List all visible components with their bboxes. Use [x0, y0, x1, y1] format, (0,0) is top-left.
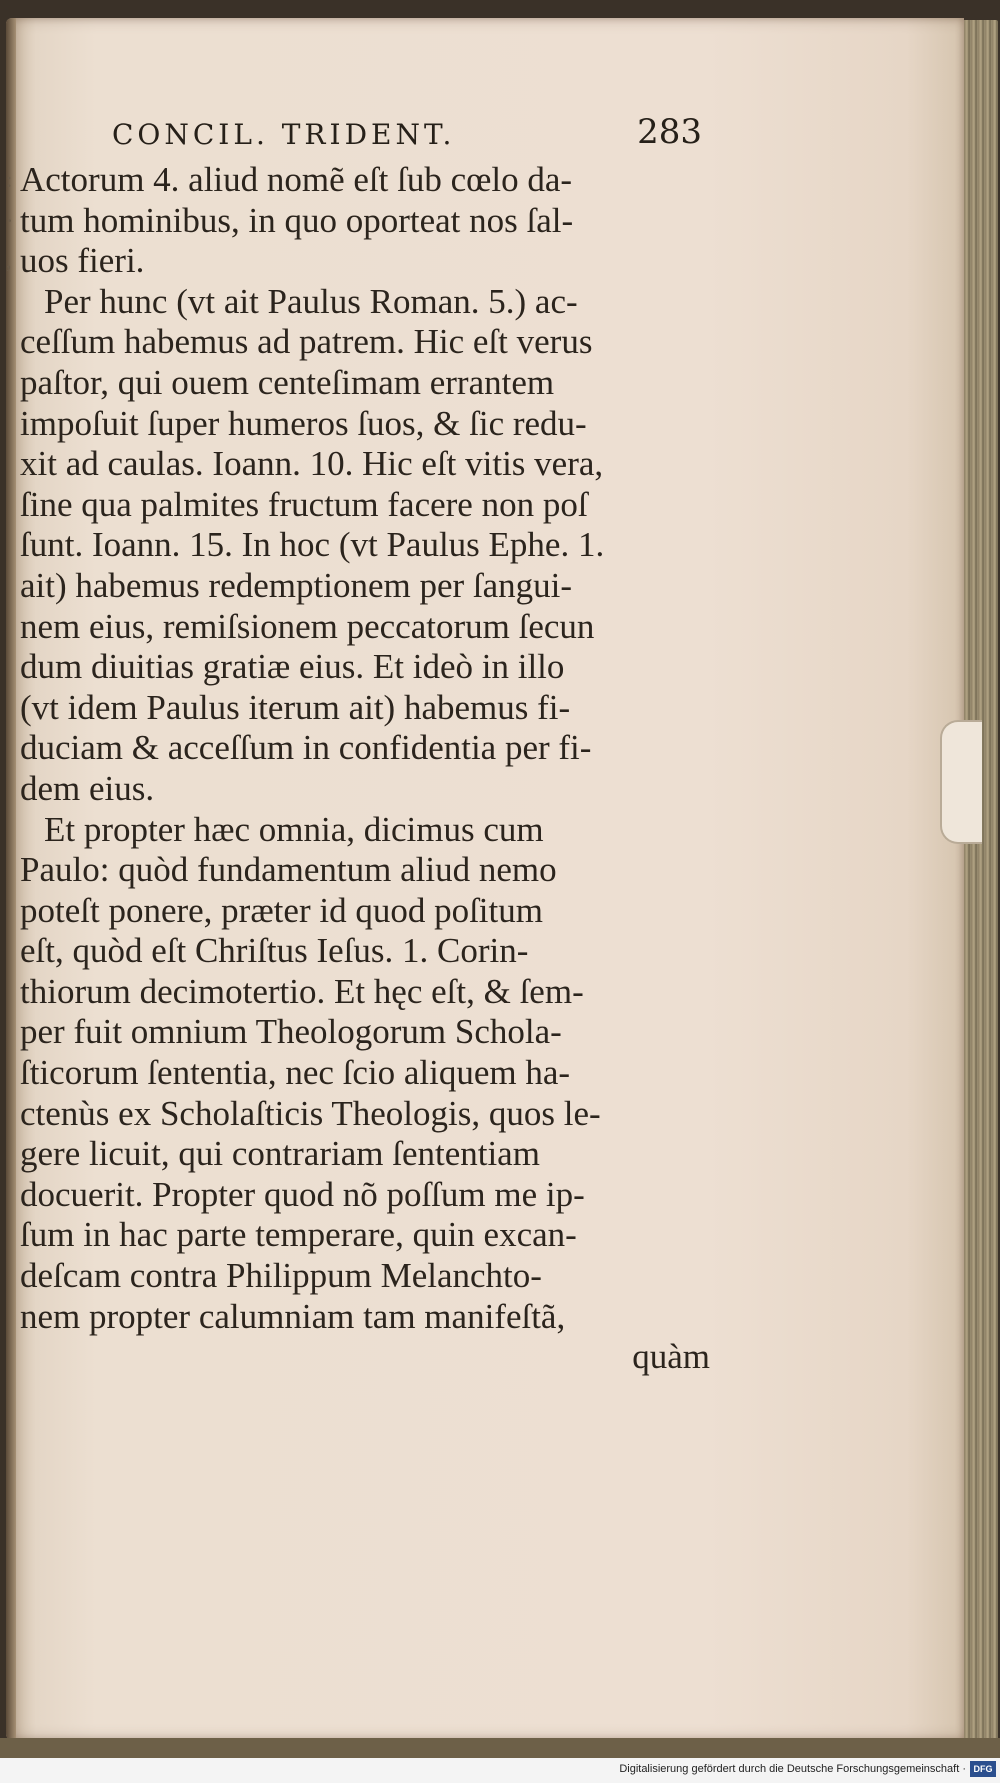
text-line: thiorum decimotertio. Et hęc eſt, & ſem- [20, 971, 584, 1011]
funding-credit: Digitalisierung gefördert durch die Deutsche Forschungsgemeinschaft · [619, 1763, 966, 1775]
running-title: CONCIL. TRIDENT. [112, 118, 456, 151]
gutter-mark: · [6, 207, 14, 233]
dfg-logo: DFG [970, 1761, 996, 1777]
text-line: docuerit. Propter quod nõ poſſum me ip- [20, 1174, 585, 1214]
page-tab-marker [940, 720, 982, 844]
text-line: xit ad caulas. Ioann. 10. Hic eſt vitis vera, [20, 444, 604, 484]
text-line: duciam & acceſſum in confidentia per fi- [20, 728, 592, 768]
text-line: tum hominibus, in quo oporteat nos ſal- [20, 200, 574, 240]
text-line: nem eius, remiſsionem peccatorum ſecun [20, 606, 595, 646]
text-line: uos fieri. [20, 241, 145, 281]
text-line: (vt idem Paulus iterum ait) habemus fi- [20, 687, 571, 727]
text-line: Actorum 4. aliud nomẽ eſt ſub cœlo da- [20, 160, 573, 199]
gutter-mark: , [6, 248, 12, 274]
text-line: ſum in hac parte temperare, quin excan- [20, 1215, 577, 1255]
text-line: gere licuit, qui contrariam ſententiam [20, 1134, 540, 1174]
text-line: paſtor, qui ouem centeſimam errantem [20, 362, 555, 402]
running-head [112, 112, 702, 154]
text-line: Per hunc (vt ait Paulus Roman. 5.) ac- [44, 281, 578, 321]
body-text [20, 160, 710, 1378]
text-line: poteſt ponere, præter id quod poſitum [20, 890, 543, 930]
text-line: dem eius. [20, 768, 155, 808]
text-line: ait) habemus redemptionem per ſangui- [20, 565, 573, 605]
text-line: ctenùs ex Scholaſticis Theologis, quos le- [20, 1093, 601, 1133]
digitization-footer [0, 1758, 1000, 1783]
text-line: eſt, quòd eſt Chriſtus Ieſus. 1. Corin- [20, 931, 529, 971]
text-line: per fuit omnium Theologorum Schola- [20, 1012, 562, 1052]
text-line: ceſſum habemus ad patrem. Hic eſt verus [20, 322, 593, 362]
gutter-mark: : [6, 167, 13, 192]
text-line: dum diuitias gratiæ eius. Et ideò in illo [20, 647, 565, 687]
text-line: Et propter hæc omnia, dicimus cum [44, 809, 544, 849]
text-line: Paulo: quòd fundamentum aliud nemo [20, 850, 557, 890]
book-bottom-edge [0, 1738, 1000, 1758]
text-line: deſcam contra Philippum Melanchto- [20, 1256, 542, 1296]
page-number: 283 [637, 112, 702, 152]
text-line: nem propter calumniam tam manifeſtã, [20, 1296, 566, 1336]
text-line: ſunt. Ioann. 15. In hoc (vt Paulus Ephe. 1. [20, 525, 605, 565]
gutter-marks [6, 160, 20, 282]
text-line: impoſuit ſuper humeros ſuos, & ſic redu- [20, 403, 587, 443]
text-line: ſticorum ſententia, nec ſcio aliquem ha- [20, 1053, 571, 1093]
catchword: quàm [632, 1337, 710, 1377]
text-line: ſine qua palmites fructum facere non poſ [20, 484, 588, 524]
